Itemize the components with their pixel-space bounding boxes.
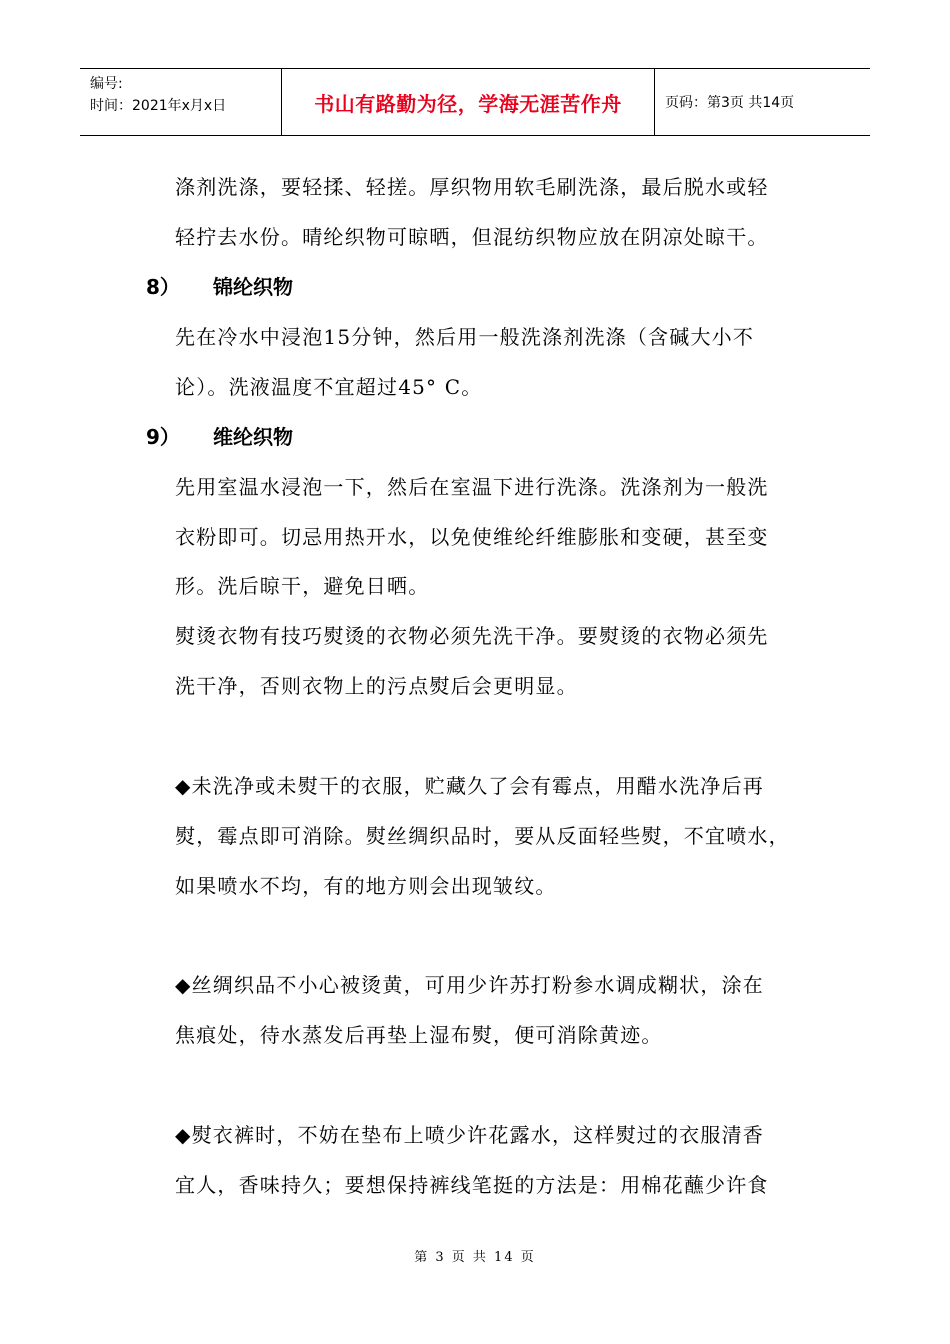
header-meta bbox=[80, 69, 281, 135]
paragraph-line: 熨烫衣物有技巧熨烫的衣物必须先洗干净。要熨烫的衣物必须先 bbox=[175, 624, 769, 648]
header-page-info: 页码：第3页 共14页 bbox=[665, 95, 795, 111]
section-title: 锦纶织物 bbox=[213, 275, 293, 299]
paragraph-line: 论）。洗液温度不宜超过45° C。 bbox=[175, 375, 483, 399]
paragraph-line: 先用室温水浸泡一下，然后在室温下进行洗涤。洗涤剂为一般洗 bbox=[175, 475, 769, 499]
page-footer: 第 3 页 共 14 页 bbox=[414, 1250, 536, 1265]
tip-line: ◆丝绸织品不小心被烫黄，可用少许苏打粉参水调成糊状，涂在 bbox=[175, 973, 764, 997]
tip-line: ◆未洗净或未熨干的衣服，贮藏久了会有霉点，用醋水洗净后再 bbox=[175, 774, 764, 798]
paragraph-line: 涤剂洗涤，要轻揉、轻搓。厚织物用软毛刷洗涤，最后脱水或轻 bbox=[175, 175, 769, 199]
paragraph-line: 轻拧去水份。晴纶织物可晾晒，但混纺织物应放在阴凉处晾干。 bbox=[175, 225, 769, 249]
paragraph-line: 洗干净，否则衣物上的污点熨后会更明显。 bbox=[175, 674, 578, 698]
tip-line: 宜人，香味持久；要想保持裤线笔挺的方法是：用棉花蘸少许食 bbox=[175, 1173, 769, 1197]
paragraph-line: 先在冷水中浸泡15分钟，然后用一般洗涤剂洗涤（含碱大小不 bbox=[175, 325, 755, 349]
tip-line: ◆熨衣裤时，不妨在垫布上喷少许花露水，这样熨过的衣服清香 bbox=[175, 1123, 764, 1147]
document-date: 时间：2021年x月x日 bbox=[90, 98, 227, 114]
tip-line: 如果喷水不均，有的地方则会出现皱纹。 bbox=[175, 874, 557, 898]
paragraph-line: 衣粉即可。切忌用热开水，以免使维纶纤维膨胀和变硬，甚至变 bbox=[175, 525, 769, 549]
section-number: 8） bbox=[146, 275, 180, 299]
document-number-label: 编号: bbox=[90, 76, 123, 92]
header-motto: 书山有路勤为径，学海无涯苦作舟 bbox=[281, 69, 655, 135]
section-number: 9） bbox=[146, 425, 180, 449]
tip-line: 熨，霉点即可消除。熨丝绸织品时，要从反面轻些熨，不宜喷水， bbox=[175, 824, 790, 848]
paragraph-line: 形。洗后晾干，避免日晒。 bbox=[175, 574, 430, 598]
tip-line: 焦痕处，待水蒸发后再垫上湿布熨，便可消除黄迹。 bbox=[175, 1023, 663, 1047]
header-table bbox=[80, 68, 870, 136]
section-title: 维纶织物 bbox=[213, 425, 293, 449]
